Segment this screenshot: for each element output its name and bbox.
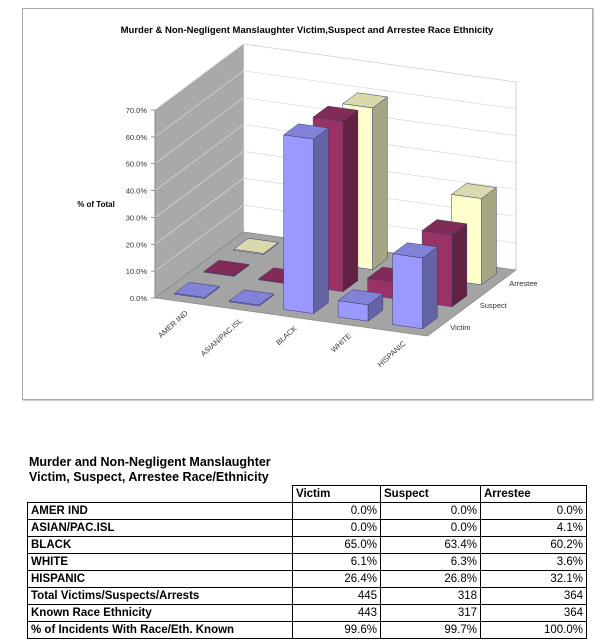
table-header-row (28, 486, 587, 503)
cell-suspect: 0.0% (381, 503, 481, 520)
cell-suspect: 99.7% (381, 622, 481, 639)
row-label: Total Victims/Suspects/Arrests (28, 588, 293, 605)
x-category-label: ASIAN/PAC.ISL (198, 316, 245, 359)
cell-victim: 99.6% (293, 622, 381, 639)
y-tick-label: 50.0% (125, 159, 147, 169)
table-title (29, 455, 271, 485)
row-label: % of Incidents With Race/Eth. Known (28, 622, 293, 639)
y-tick-label: 40.0% (125, 186, 147, 196)
cell-victim: 65.0% (293, 537, 381, 554)
cell-suspect: 26.8% (381, 571, 481, 588)
bar-front (284, 135, 314, 314)
y-tick-label: 20.0% (125, 240, 147, 250)
row-label: BLACK (28, 537, 293, 554)
cell-arrestee: 364 (481, 605, 587, 622)
x-category-label: HISPANIC (375, 338, 408, 370)
table-row (28, 537, 587, 554)
bar-side (314, 128, 329, 314)
cell-victim: 26.4% (293, 571, 381, 588)
header-blank (28, 486, 293, 503)
cell-suspect: 0.0% (381, 520, 481, 537)
y-tick-label: 60.0% (125, 132, 147, 142)
cell-victim: 6.1% (293, 554, 381, 571)
y-axis-label: % of Total (77, 200, 115, 209)
bar-victim-2 (284, 124, 329, 314)
cell-arrestee: 100.0% (481, 622, 587, 639)
y-tick-label: 10.0% (125, 267, 147, 277)
table-title-line1: Murder and Non-Negligent Manslaughter (29, 455, 271, 469)
cell-arrestee: 0.0% (481, 503, 587, 520)
row-label: ASIAN/PAC.ISL (28, 520, 293, 537)
chart-title: Murder & Non-Negligent Manslaughter Victim,Suspect and Arrestee Race Ethnicity (120, 25, 494, 36)
table-row (28, 554, 587, 571)
cell-victim: 0.0% (293, 503, 381, 520)
cell-victim: 0.0% (293, 520, 381, 537)
cell-suspect: 63.4% (381, 537, 481, 554)
cell-victim: 443 (293, 605, 381, 622)
cell-victim: 445 (293, 588, 381, 605)
table-row (28, 503, 587, 520)
x-category-label: BLACK (274, 323, 299, 347)
row-label: HISPANIC (28, 571, 293, 588)
data-table (27, 485, 587, 639)
bar-side (482, 188, 497, 285)
header-victim: Victim (293, 486, 381, 503)
series-label: Arrestee (509, 279, 538, 288)
series-label: Victim (450, 323, 471, 332)
y-tick-label: 70.0% (125, 106, 147, 115)
bar-side (423, 247, 438, 329)
bar-front (393, 254, 423, 329)
y-tick-label: 0.0% (129, 294, 147, 303)
table-row (28, 605, 587, 622)
bar-victim-4 (393, 243, 438, 329)
row-label: WHITE (28, 554, 293, 571)
table-row (28, 571, 587, 588)
table-title-line2: Victim, Suspect, Arrestee Race/Ethnicity (29, 470, 269, 484)
cell-arrestee: 364 (481, 588, 587, 605)
cell-suspect: 317 (381, 605, 481, 622)
cell-suspect: 6.3% (381, 554, 481, 571)
bar-side (452, 224, 467, 307)
header-suspect: Suspect (381, 486, 481, 503)
cell-arrestee: 4.1% (481, 520, 587, 537)
row-label: Known Race Ethnicity (28, 605, 293, 622)
y-tick-label: 30.0% (125, 213, 147, 223)
table-row (28, 520, 587, 537)
table-row (28, 622, 587, 639)
x-category-label: AMER IND (156, 308, 190, 340)
cell-arrestee: 32.1% (481, 571, 587, 588)
bar-side (373, 97, 388, 270)
series-label: Suspect (479, 301, 507, 310)
x-category-label: WHITE (329, 331, 354, 355)
header-arrestee: Arrestee (481, 486, 587, 503)
cell-arrestee: 60.2% (481, 537, 587, 554)
bar-side (343, 110, 358, 291)
cell-suspect: 318 (381, 588, 481, 605)
table-row (28, 588, 587, 605)
cell-arrestee: 3.6% (481, 554, 587, 571)
row-label: AMER IND (28, 503, 293, 520)
